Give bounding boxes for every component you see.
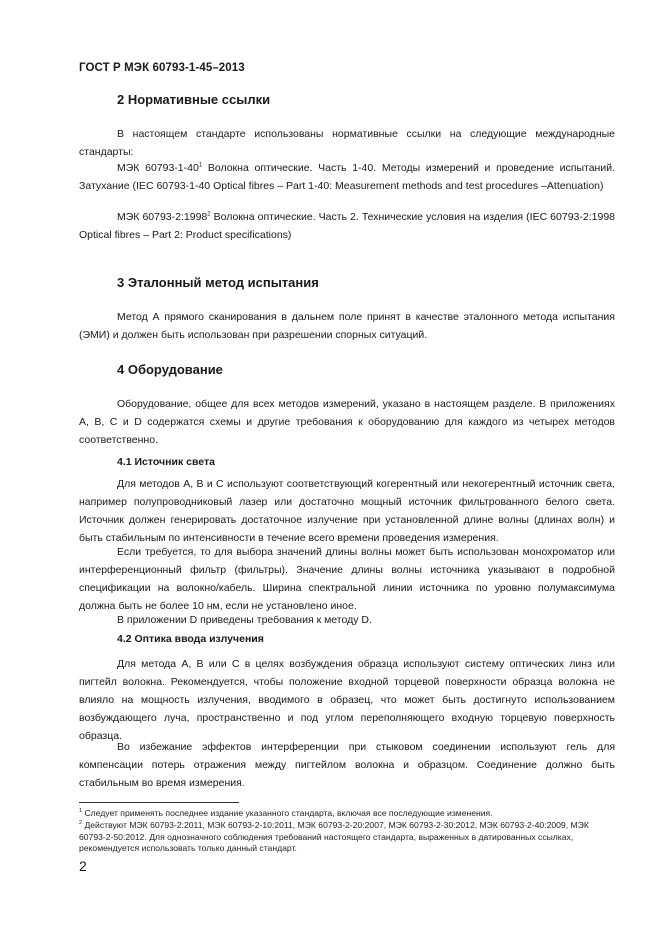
- footnote-text: Следует применять последнее издание указанного стандарта, включая все последующие изменения.: [82, 808, 493, 818]
- reference-text: Волокна оптические. Часть 1-40. Методы измерений и проведение испытаний. Затухание (IEC 60793-1-40 Optical fibres – Part 1-40: Measurement methods and test procedures –Attenuation): [79, 162, 615, 192]
- section-4-intro: Оборудование, общее для всех методов измерений, указано в настоящем разделе. В приложениях А, В, С и D содержатся схемы и другие требования к оборудованию для каждого из четырех методов соответственно.: [79, 398, 615, 446]
- reference-text: Волокна оптические. Часть 2. Технические условия на изделия (IEC 60793-2:1998 Optical fibres – Part 2: Product specifications): [79, 211, 615, 241]
- footnote-divider: [79, 802, 239, 803]
- footnote-marker: 2: [207, 211, 211, 218]
- section-2-intro: В настоящем стандарте использованы нормативные ссылки на следующие международные стандарты:: [79, 128, 615, 158]
- section-4-1-paragraph-1: Для методов А, В и С используют соответствующий когерентный или некогерентный источник света, например полупроводниковый лазер или достаточно мощный источник фильтрованного белого света. Источник должен генерировать достаточное излучение при установленной длине волны (длинах волн) и быть стабильным по интенсивности в течение всего времени проведения измерения.: [79, 478, 615, 544]
- page-number: 2: [79, 858, 87, 874]
- footnote-marker: 1: [198, 162, 203, 169]
- section-4-title: 4 Оборудование: [117, 362, 223, 377]
- section-3-text: Метод А прямого сканирования в дальнем поле принят в качестве эталонного метода испытания (ЭМИ) и должен быть использован при разрешении спорных ситуаций.: [79, 311, 615, 341]
- reference-code: МЭК 60793-1-40: [117, 162, 199, 174]
- footnote-2: [79, 820, 617, 855]
- footnote-text: Действуют МЭК 60793-2:2011, МЭК 60793-2-10:2011, МЭК 60793-2-20:2007, МЭК 60793-2-30:2012, МЭК 60793-2-40:2009, МЭК 60793-2-50:2012. Для однозначного соблюдения требований настоящего стандарта, выраженных в датированных ссылках, рекомендуется использовать только данный стандарт.: [79, 820, 589, 853]
- section-4-2-title: 4.2 Оптика ввода излучения: [117, 633, 264, 645]
- footnote-marker: 1: [79, 808, 83, 815]
- section-4-2-paragraph-2: Во избежание эффектов интерференции при стыковом соединении используют гель для компенсации потерь отражения между пигтейлом волокна и образцом. Соединение должно быть стабильным во время измерения.: [79, 741, 615, 789]
- reference-iec-60793-1-40: [79, 159, 615, 195]
- section-4-2-paragraph-1: Для метода А, В или С в целях возбуждения образца используют систему оптических линз или пигтейл волокна. Рекомендуется, чтобы положение входной торцевой поверхности образца волокна не влияло на мощность излучения, вводимого в образец, что может быть достигнуто использованием возбуждающего луча, пространственно и под углом переполняющего входную торцевую поверхность образца.: [79, 658, 615, 742]
- section-4-1-paragraph-2: Если требуется, то для выбора значений длины волны может быть использован монохроматор или интерференционный фильтр (фильтры). Значение длины волны источника указывают в подробной спецификации на волокно/кабель. Ширина спектральной линии источника по уровню полумаксимума должна быть не более 10 нм, если не установлено иное.: [79, 546, 615, 612]
- reference-iec-60793-2: [79, 208, 615, 244]
- footnote-marker: 2: [79, 820, 83, 827]
- section-4-1-paragraph-3: В приложении D приведены требования к методу D.: [117, 614, 372, 626]
- reference-code: МЭК 60793-2:1998: [117, 211, 208, 223]
- section-2-title: 2 Нормативные ссылки: [117, 92, 271, 107]
- section-4-1-title: 4.1 Источник света: [117, 456, 215, 468]
- section-3-title: 3 Эталонный метод испытания: [117, 275, 319, 290]
- document-header: ГОСТ Р МЭК 60793-1-45–2013: [79, 62, 245, 74]
- footnote-1: [79, 808, 617, 820]
